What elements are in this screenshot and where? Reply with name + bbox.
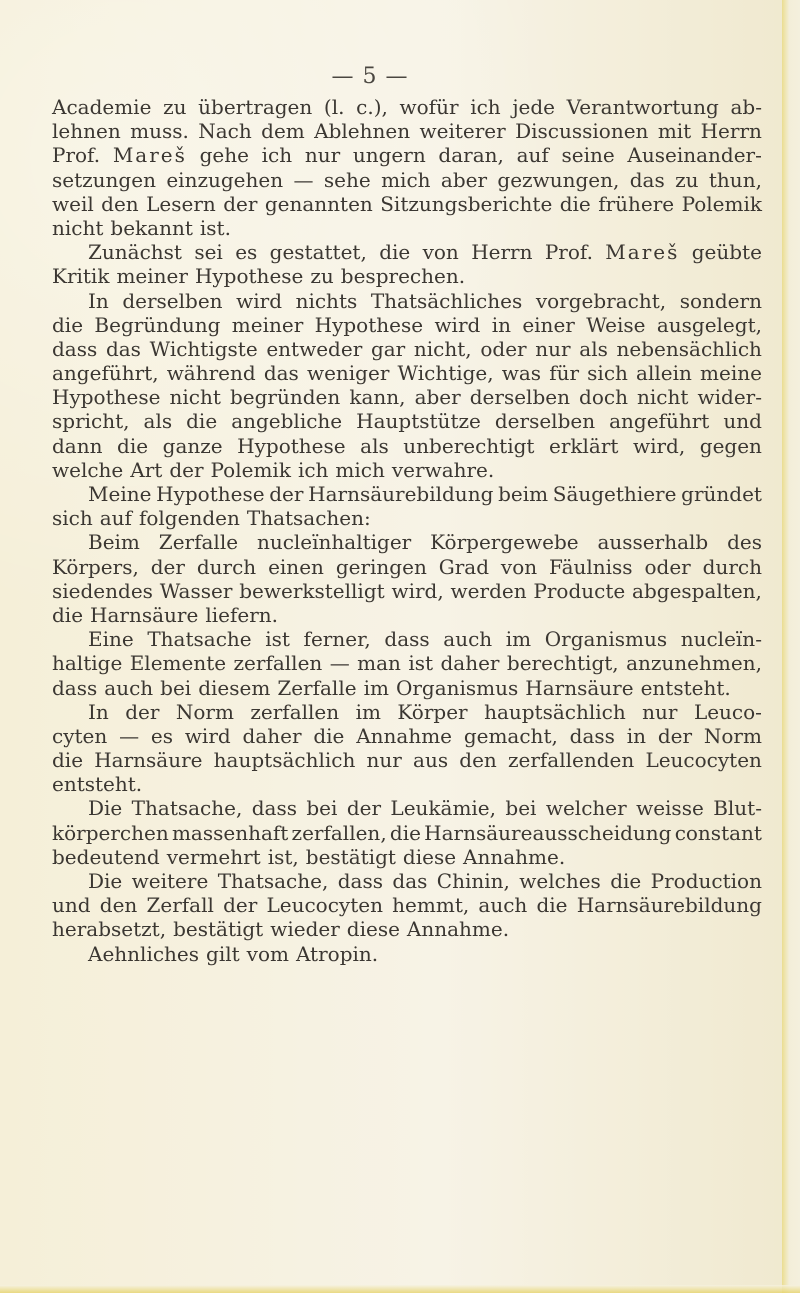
text-line: und den Zerfall der Leucocyten hemmt, auch die Harnsäurebildung [52,893,762,918]
text-line: In der Norm zerfallen im Körper hauptsächlich nur Leuco- [88,699,762,724]
text-line: Körpers, der durch einen geringen Grad von Fäulniss oder durch [52,554,762,579]
text-line: In derselben wird nichts Thatsächliches vorgebracht, sondern [88,288,762,313]
text-line: haltige Elemente zerfallen — man ist daher berechtigt, anzunehmen, [52,651,762,676]
text-line: siedendes Wasser bewerkstelligt wird, werden Producte abgespalten, [52,578,762,603]
text-line: spricht, als die angebliche Hauptstütze derselben angeführt und [52,409,762,434]
text-line: welche Art der Polemik ich mich verwahre. [52,457,495,482]
text-line: körperchen massenhaft zerfallen, die Harnsäureausscheidung constant [52,820,762,845]
text-line: dass auch bei diesem Zerfalle im Organismus Harnsäure entsteht. [52,675,731,700]
text-line: dass das Wichtigste entweder gar nicht, oder nur als nebensächlich [52,336,762,361]
text-line: setzungen einzugehen — sehe mich aber gezwungen, das zu thun, [52,167,762,192]
text-line: Academie zu übertragen (l. c.), wofür ich jede Verantwortung ab- [52,95,762,119]
text-line: Die weitere Thatsache, dass das Chinin, welches die Production [88,869,762,893]
text-line: Eine Thatsache ist ferner, dass auch im Organismus nucleïn- [88,627,762,652]
text-line: die Begründung meiner Hypothese wird in einer Weise ausgelegt, [52,312,762,337]
text-line: angeführt, während das weniger Wichtige, was für sich allein meine [52,361,762,386]
text-line: die Harnsäure liefern. [52,602,278,627]
text-line: Hypothese nicht begründen kann, aber derselben doch nicht wider- [52,385,762,410]
text-line: die Harnsäure hauptsächlich nur aus den zerfallenden Leucocyten [52,748,762,773]
text-line: Zunächst sei es gestattet, die von Herrn Prof. Mareš geübte [88,240,762,265]
text-line: sich auf folgenden Thatsachen: [52,506,371,531]
text-line: Die Thatsache, dass bei der Leukämie, bei welcher weisse Blut- [88,796,762,821]
page-edge-bottom [0,1285,800,1293]
text-line: lehnen muss. Nach dem Ablehnen weiterer Discussionen mit Herrn [52,119,762,144]
text-line: Beim Zerfalle nucleïnhaltiger Körpergewebe ausserhalb des [88,530,762,555]
page-edge-right [782,0,800,1293]
text-line: cyten — es wird daher die Annahme gemacht, dass in der Norm [52,723,762,748]
text-line: nicht bekannt ist. [52,215,231,240]
text-line: entsteht. [52,772,143,797]
body-text [52,95,762,966]
text-line: Meine Hypothese der Harnsäurebildung beim Säugethiere gründet [88,482,762,506]
text-line: dann die ganze Hypothese als unberechtigt erklärt wird, gegen [52,433,762,458]
text-line: Kritik meiner Hypothese zu besprechen. [52,264,466,289]
text-line: Aehnliches gilt vom Atropin. [88,941,379,966]
text-line: weil den Lesern der genannten Sitzungsberichte die frühere Polemik [52,191,762,216]
text-line: Prof. Mareš gehe ich nur ungern daran, auf seine Auseinander- [52,143,762,168]
text-line: herabsetzt, bestätigt wieder diese Annahme. [52,917,510,942]
page-number: — 5 — [331,64,409,89]
text-line: bedeutend vermehrt ist, bestätigt diese Annahme. [52,844,566,869]
